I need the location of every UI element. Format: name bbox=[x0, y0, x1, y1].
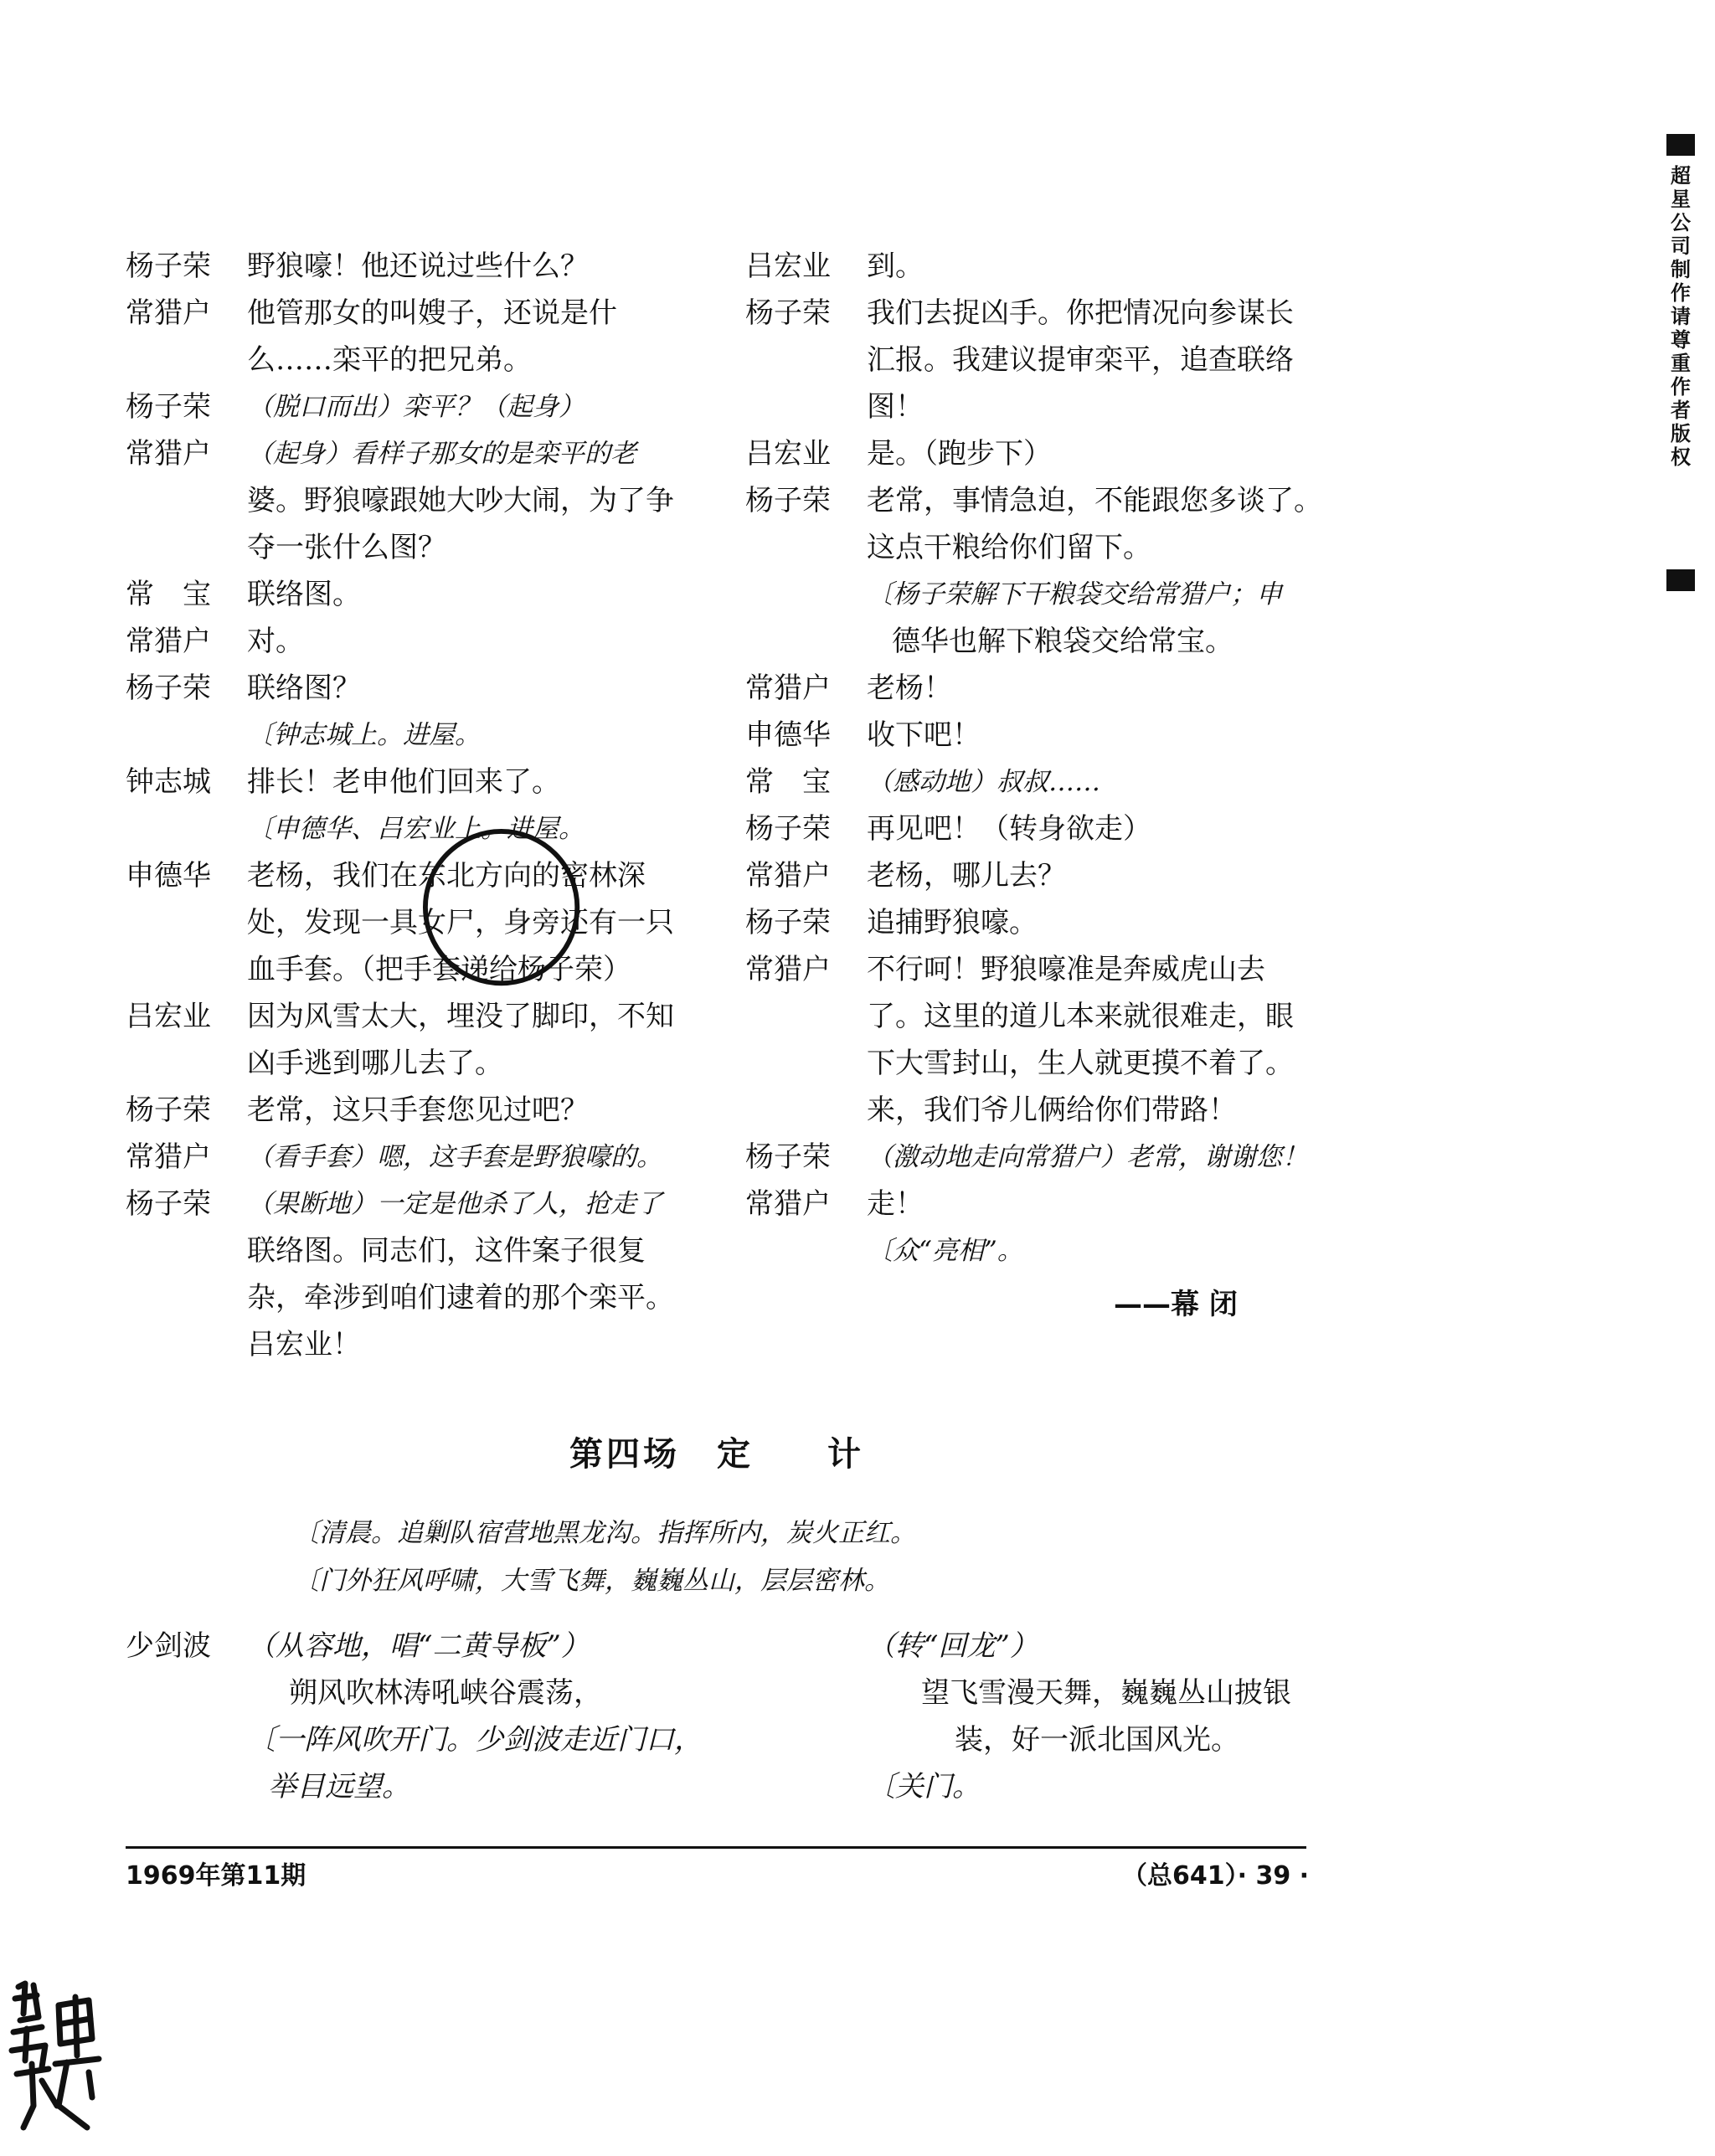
dialogue-line bbox=[126, 1087, 712, 1134]
dialogue-line bbox=[126, 805, 712, 852]
dialogue-text: 因为风雪太大，埋没了脚印，不知 bbox=[247, 1000, 674, 1033]
dialogue-text: 杂，牵涉到咱们逮着的那个栾平。 bbox=[247, 1281, 674, 1315]
left-column bbox=[126, 243, 712, 1368]
scene-right-line-3: 装，好一派北国风光。 bbox=[955, 1723, 1239, 1757]
dialogue-line bbox=[126, 243, 712, 290]
dialogue-line bbox=[745, 665, 1331, 712]
scene-left-line-3: 〔一阵风吹开门。少剑波走近门口， bbox=[247, 1723, 703, 1757]
dialogue-line bbox=[126, 290, 712, 337]
dialogue-text: （看手套）嗯，这手套是野狼嚎的。 bbox=[247, 1142, 662, 1172]
dialogue-text: 联络图？ bbox=[247, 671, 361, 705]
dialogue-line bbox=[126, 477, 712, 524]
speaker-name: 杨子荣 bbox=[745, 484, 831, 517]
scene-right-line-4: 〔关门。 bbox=[867, 1770, 981, 1804]
dialogue-text: 下大雪封山，生人就更摸不着了。 bbox=[867, 1047, 1294, 1080]
dialogue-line bbox=[126, 337, 712, 383]
speaker-name: 杨子荣 bbox=[745, 296, 831, 330]
scene-left-line-4: 举目远望。 bbox=[268, 1770, 410, 1804]
dialogue-text: 〔众“亮相”。 bbox=[867, 1236, 1023, 1266]
dialogue-text: 〔杨子荣解下干粮袋交给常猎户；申 bbox=[867, 579, 1282, 610]
dialogue-line bbox=[745, 337, 1331, 383]
speaker-name: 常猎户 bbox=[745, 1187, 831, 1221]
speaker-name: 杨子荣 bbox=[126, 1093, 211, 1127]
dialogue-line bbox=[126, 1274, 712, 1321]
dialogue-line bbox=[745, 993, 1331, 1040]
speaker-name: 申德华 bbox=[126, 859, 211, 893]
dialogue-text: 图！ bbox=[867, 390, 924, 424]
speaker-name: 吕宏业 bbox=[126, 1000, 211, 1033]
dialogue-text: 汇报。我建议提审栾平，追查联络 bbox=[867, 343, 1294, 377]
dialogue-line bbox=[126, 524, 712, 571]
dialogue-text: 德华也解下粮袋交给常宝。 bbox=[892, 625, 1233, 658]
dialogue-text: 这点干粮给你们留下。 bbox=[867, 531, 1151, 564]
dialogue-line bbox=[745, 618, 1331, 665]
dialogue-text: 他管那女的叫嫂子，还说是什 bbox=[247, 296, 617, 330]
dialogue-text: 吕宏业！ bbox=[247, 1328, 361, 1361]
speaker-name: 常猎户 bbox=[745, 953, 831, 986]
library-seal-icon bbox=[8, 1980, 105, 2135]
dialogue-line bbox=[745, 383, 1331, 430]
right-column bbox=[745, 243, 1331, 1274]
dialogue-line bbox=[745, 1227, 1331, 1274]
dialogue-line bbox=[126, 430, 712, 477]
dialogue-line bbox=[126, 1227, 712, 1274]
dialogue-text: 对。 bbox=[247, 625, 304, 658]
speaker-name: 常猎户 bbox=[126, 625, 211, 658]
speaker-name: 杨子荣 bbox=[126, 390, 211, 424]
dialogue-text: （果断地）一定是他杀了人，抢走了 bbox=[247, 1189, 662, 1219]
dialogue-line bbox=[745, 1134, 1331, 1181]
dialogue-line bbox=[745, 1087, 1331, 1134]
dialogue-line bbox=[745, 852, 1331, 899]
dialogue-text: （脱口而出）栾平？（起身） bbox=[247, 392, 585, 422]
speaker-name: 吕宏业 bbox=[745, 250, 831, 283]
dialogue-text: （激动地走向常猎户）老常，谢谢您！ bbox=[867, 1142, 1308, 1172]
scene-stage-direction-1: 〔清晨。追剿队宿营地黑龙沟。指挥所内，炭火正红。 bbox=[293, 1518, 916, 1548]
dialogue-line bbox=[745, 1181, 1331, 1227]
margin-bar-top bbox=[1666, 134, 1695, 156]
dialogue-line bbox=[745, 430, 1331, 477]
dialogue-text: 婆。野狼嚎跟她大吵大闹，为了争 bbox=[247, 484, 674, 517]
dialogue-line bbox=[126, 1134, 712, 1181]
speaker-name: 常猎户 bbox=[126, 1140, 211, 1174]
dialogue-line bbox=[745, 290, 1331, 337]
dialogue-line bbox=[745, 759, 1331, 805]
footer-page-number: （总641）· 39 · bbox=[1122, 1861, 1310, 1891]
dialogue-line bbox=[126, 1321, 712, 1368]
dialogue-text: 再见吧！（转身欲走） bbox=[867, 812, 1151, 846]
scene-right-line-2: 望飞雪漫天舞，巍巍丛山披银 bbox=[921, 1676, 1291, 1710]
speaker-name: 常 宝 bbox=[126, 578, 211, 611]
speaker-name: 吕宏业 bbox=[745, 437, 831, 471]
dialogue-text: 走！ bbox=[867, 1187, 924, 1221]
dialogue-text: 了。这里的道儿本来就很难走，眼 bbox=[867, 1000, 1294, 1033]
speaker-name: 常猎户 bbox=[126, 437, 211, 471]
dialogue-text: 到。 bbox=[867, 250, 924, 283]
dialogue-text: 联络图。同志们，这件案子很复 bbox=[247, 1234, 646, 1268]
dialogue-text: 么……栾平的把兄弟。 bbox=[247, 343, 532, 377]
dialogue-text: （起身）看样子那女的是栾平的老 bbox=[247, 439, 636, 469]
dialogue-text: 老杨，我们在东北方向的密林深 bbox=[247, 859, 646, 893]
dialogue-line bbox=[126, 759, 712, 805]
speaker-name: 常猎户 bbox=[126, 296, 211, 330]
dialogue-text: 夺一张什么图？ bbox=[247, 531, 446, 564]
dialogue-line bbox=[745, 524, 1331, 571]
dialogue-text: （感动地）叔叔…… bbox=[867, 767, 1100, 797]
dialogue-text: 追捕野狼嚎。 bbox=[867, 906, 1038, 939]
scene-title: 第四场 定 计 bbox=[569, 1435, 864, 1474]
dialogue-text: 我们去捉凶手。你把情况向参谋长 bbox=[867, 296, 1294, 330]
dialogue-text: 老杨，哪儿去？ bbox=[867, 859, 1066, 893]
scene-left-line-2: 朔风吹林涛吼峡谷震荡， bbox=[289, 1676, 602, 1710]
scene-speaker: 少剑波 bbox=[126, 1629, 211, 1663]
circular-stamp-mark bbox=[423, 829, 579, 985]
dialogue-text: 排长！老申他们回来了。 bbox=[247, 765, 560, 799]
dialogue-text: 老杨！ bbox=[867, 671, 952, 705]
dialogue-text: 〔申德华、吕宏业上。进屋。 bbox=[247, 814, 585, 844]
footer-issue: 1969年第11期 bbox=[126, 1861, 306, 1891]
dialogue-line bbox=[126, 993, 712, 1040]
dialogue-line bbox=[745, 946, 1331, 993]
dialogue-text: 联络图。 bbox=[247, 578, 361, 611]
dialogue-line bbox=[745, 477, 1331, 524]
dialogue-line bbox=[126, 1040, 712, 1087]
dialogue-text: 凶手逃到哪儿去了。 bbox=[247, 1047, 503, 1080]
dialogue-text: 收下吧！ bbox=[867, 718, 981, 752]
speaker-name: 钟志城 bbox=[126, 765, 211, 799]
margin-bar-bottom bbox=[1666, 569, 1695, 591]
dialogue-line bbox=[126, 383, 712, 430]
speaker-name: 杨子荣 bbox=[126, 250, 211, 283]
dialogue-text: 老常，事情急迫，不能跟您多谈了。 bbox=[867, 484, 1322, 517]
margin-copyright-note: 超星公司制作 请尊重作者版权 bbox=[1671, 164, 1691, 469]
dialogue-line bbox=[745, 243, 1331, 290]
dialogue-text: 不行呵！野狼嚎准是奔威虎山去 bbox=[867, 953, 1265, 986]
dialogue-line bbox=[745, 571, 1331, 618]
speaker-name: 杨子荣 bbox=[126, 671, 211, 705]
dialogue-text: 野狼嚎！他还说过些什么？ bbox=[247, 250, 589, 283]
speaker-name: 常猎户 bbox=[745, 859, 831, 893]
dialogue-line bbox=[126, 571, 712, 618]
dialogue-line bbox=[126, 852, 712, 899]
dialogue-line bbox=[126, 899, 712, 946]
dialogue-line bbox=[126, 618, 712, 665]
dialogue-line bbox=[126, 946, 712, 993]
dialogue-line bbox=[745, 899, 1331, 946]
dialogue-line bbox=[745, 1040, 1331, 1087]
speaker-name: 常 宝 bbox=[745, 765, 831, 799]
dialogue-text: 来，我们爷儿俩给你们带路！ bbox=[867, 1093, 1237, 1127]
speaker-name: 杨子荣 bbox=[126, 1187, 211, 1221]
dialogue-line bbox=[126, 1181, 712, 1227]
scene-right-line-1: （转“回龙”） bbox=[867, 1629, 1038, 1663]
speaker-name: 杨子荣 bbox=[745, 906, 831, 939]
scene-stage-direction-2: 〔门外狂风呼啸，大雪飞舞，巍巍丛山，层层密林。 bbox=[293, 1566, 890, 1596]
speaker-name: 常猎户 bbox=[745, 671, 831, 705]
speaker-name: 申德华 bbox=[745, 718, 831, 752]
speaker-name: 杨子荣 bbox=[745, 1140, 831, 1174]
scene-left-line-1: （从容地，唱“二黄导板”） bbox=[247, 1629, 590, 1663]
speaker-name: 杨子荣 bbox=[745, 812, 831, 846]
dialogue-line bbox=[745, 712, 1331, 759]
dialogue-text: 是。（跑步下） bbox=[867, 437, 1052, 471]
footer-rule bbox=[126, 1846, 1306, 1849]
dialogue-text: 老常，这只手套您见过吧？ bbox=[247, 1093, 589, 1127]
dialogue-line bbox=[126, 712, 712, 759]
dialogue-line bbox=[745, 805, 1331, 852]
curtain-close-text: ——幕 闭 bbox=[1114, 1288, 1238, 1321]
dialogue-line bbox=[126, 665, 712, 712]
dialogue-text: 处，发现一具女尸，身旁还有一只 bbox=[247, 906, 674, 939]
dialogue-text: 血手套。（把手套递给杨子荣） bbox=[247, 953, 631, 986]
dialogue-text: 〔钟志城上。进屋。 bbox=[247, 720, 481, 750]
